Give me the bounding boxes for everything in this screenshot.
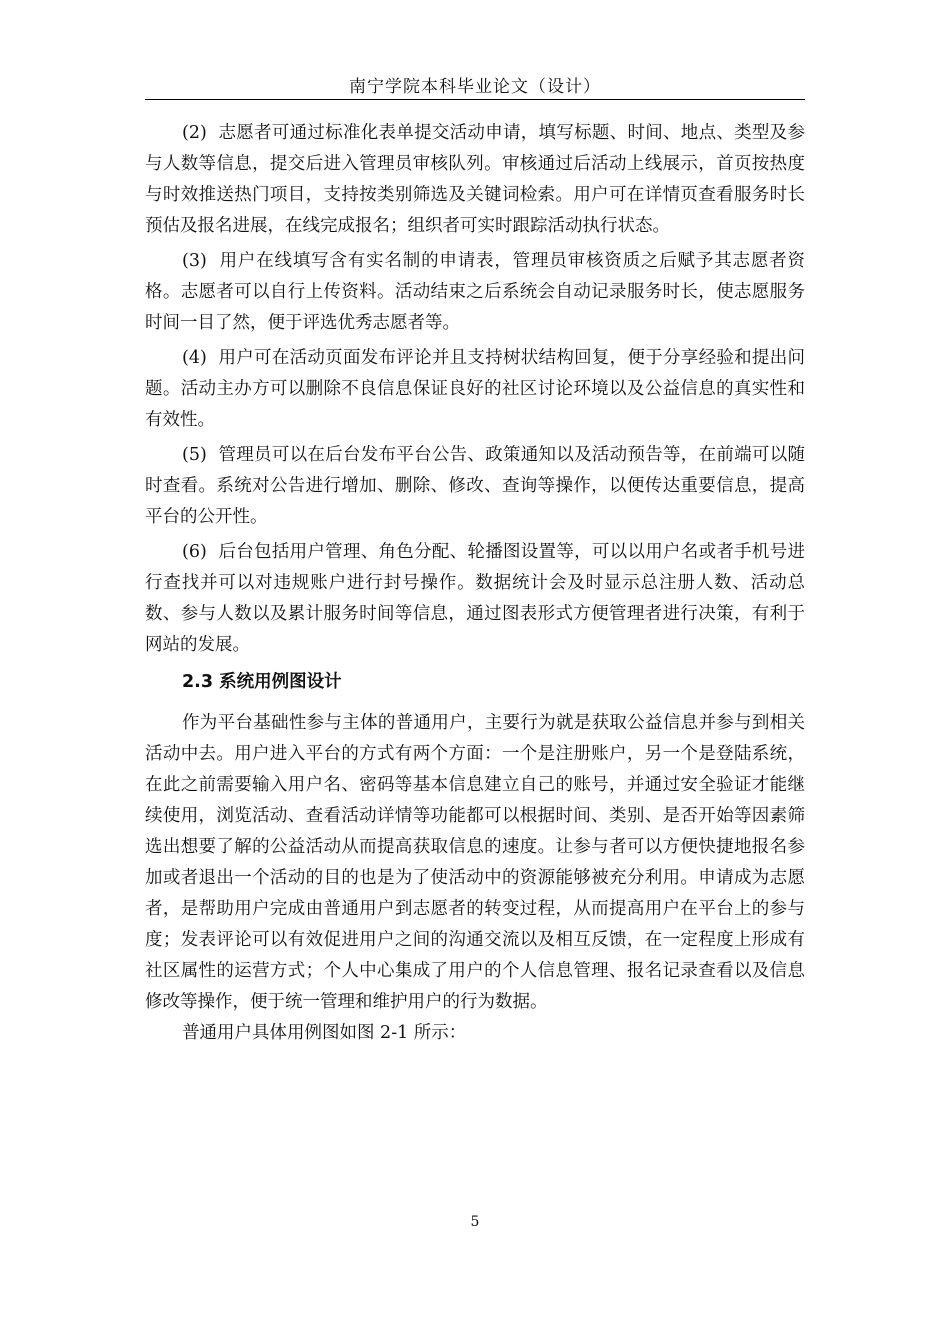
item-number: (6) (182, 542, 207, 562)
item-number: (3) (182, 251, 207, 271)
item-text: 后台包括用户管理、角色分配、轮播图设置等，可以以用户名或者手机号进行查找并可以对违规账户进行封号操作。数据统计会及时显示总注册人数、活动总数、参与人数以及累计服务时间等信息，通过图表形式方便管理者进行决策，有利于网站的发展。 (145, 542, 805, 655)
page-number: 5 (470, 1214, 480, 1230)
item-number: (2) (182, 123, 207, 143)
header-divider (145, 99, 805, 100)
list-item-4 (145, 343, 805, 436)
page-body (145, 118, 805, 1049)
list-item-5 (145, 440, 805, 533)
list-item-6 (145, 537, 805, 661)
item-text: 志愿者可通过标准化表单提交活动申请，填写标题、时间、地点、类型及参与人数等信息，提交后进入管理员审核队列。审核通过后活动上线展示，首页按热度与时效推送热门项目，支持按类别筛选及关键词检索。用户可在详情页查看服务时长预估及报名进展，在线完成报名；组织者可实时跟踪活动执行状态。 (145, 123, 805, 236)
item-text: 管理员可以在后台发布平台公告、政策通知以及活动预告等，在前端可以随时查看。系统对公告进行增加、删除、修改、查询等操作，以便传达重要信息，提高平台的公开性。 (145, 445, 805, 527)
section-heading: 2.3 系统用例图设计 (182, 672, 342, 692)
list-item-2 (145, 118, 805, 242)
item-number: (4) (182, 348, 207, 368)
body-paragraph: 普通用户具体用例图如图 2-1 所示： (182, 1023, 467, 1043)
item-number: (5) (182, 445, 207, 465)
list-item-3 (145, 246, 805, 339)
body-paragraph: 作为平台基础性参与主体的普通用户，主要行为就是获取公益信息并参与到相关活动中去。用户进入平台的方式有两个方面：一个是注册账户，另一个是登陆系统，在此之前需要输入用户名、密码等基本信息建立自己的账号，并通过安全验证才能继续使用，浏览活动、查看活动详情等功能都可以根据时间、类别、是否开始等因素筛选出想要了解的公益活动从而提高获取信息的速度。让参与者可以方便快捷地报名参加或者退出一个活动的目的也是为了使活动中的资源能够被充分利用。申请成为志愿者，是帮助用户完成由普通用户到志愿者的转变过程，从而提高用户在平台上的参与度；发表评论可以有效促进用户之间的沟通交流以及相互反馈，在一定程度上形成有社区属性的运营方式；个人中心集成了用户的个人信息管理、报名记录查看以及信息修改等操作，便于统一管理和维护用户的行为数据。 (145, 713, 805, 1012)
page-header-title: 南宁学院本科毕业论文（设计） (349, 77, 601, 97)
item-text: 用户在线填写含有实名制的申请表，管理员审核资质之后赋予其志愿者资格。志愿者可以自行上传资料。活动结束之后系统会自动记录服务时长，使志愿服务时间一目了然，便于评选优秀志愿者等。 (145, 251, 805, 333)
item-text: 用户可在活动页面发布评论并且支持树状结构回复，便于分享经验和提出问题。活动主办方可以删除不良信息保证良好的社区讨论环境以及公益信息的真实性和有效性。 (145, 348, 805, 430)
